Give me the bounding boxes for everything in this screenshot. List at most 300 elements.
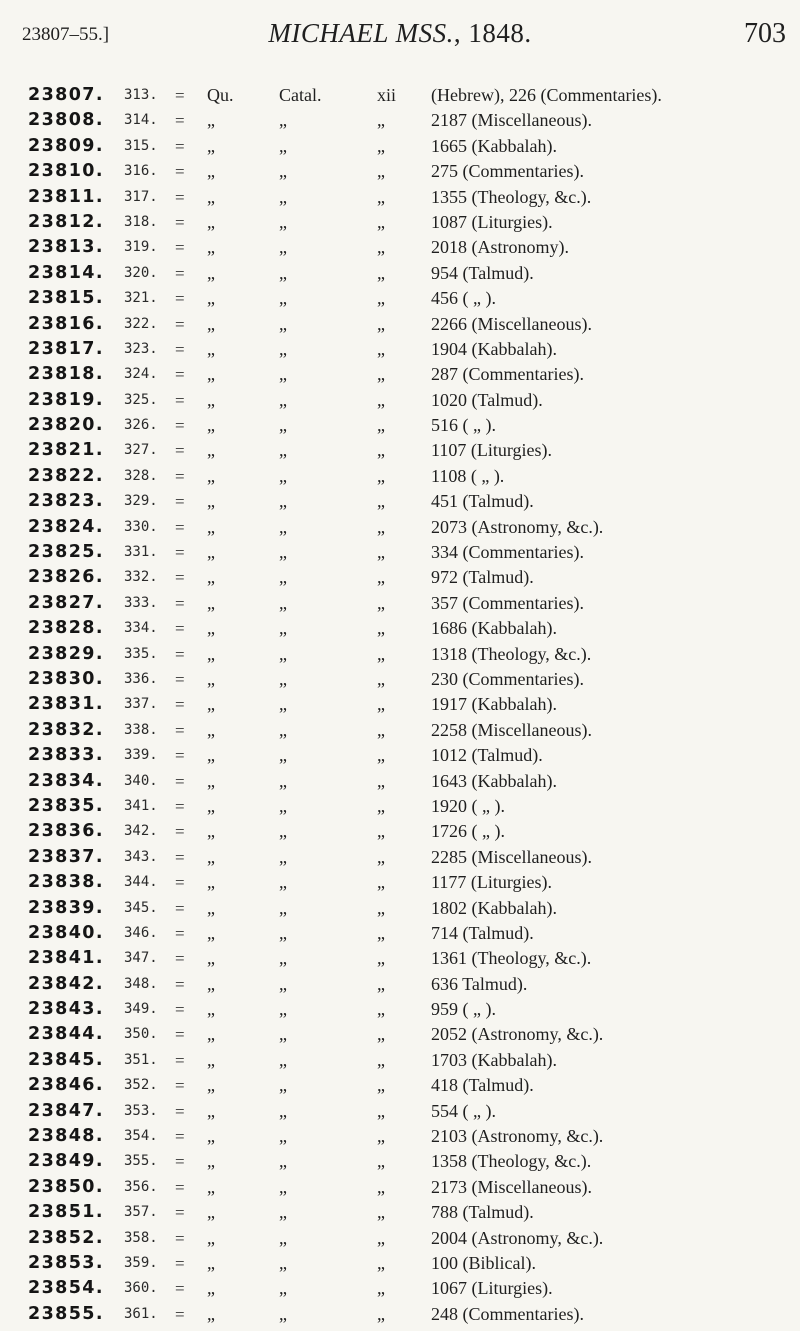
equals-sign: = (175, 365, 185, 385)
entry-description: 1067 (Liturgies). (431, 1278, 553, 1299)
entry-catalogue: „ (279, 922, 287, 943)
equals-sign: = (175, 136, 185, 156)
entry-catalogue: „ (279, 770, 287, 791)
entry-number: 23838. (28, 872, 104, 893)
entry-number: 23823. (28, 491, 104, 512)
entry-description: 2187 (Miscellaneous). (431, 110, 592, 131)
entry-row (0, 718, 800, 743)
entry-row (0, 464, 800, 489)
entry-row (0, 134, 800, 159)
entry-description: 2173 (Miscellaneous). (431, 1176, 592, 1197)
entry-number: 23809. (28, 135, 104, 156)
entry-catalogue: „ (279, 1151, 287, 1172)
entry-format: „ (207, 1100, 215, 1121)
entry-volume: „ (377, 897, 385, 918)
entry-number: 23834. (28, 770, 104, 791)
entry-sub-number: 331. (124, 544, 158, 561)
entry-volume: „ (377, 1278, 385, 1299)
entry-row (0, 413, 800, 438)
entry-description: 418 (Talmud). (431, 1075, 534, 1096)
entry-format: „ (207, 415, 215, 436)
entry-sub-number: 329. (124, 493, 158, 510)
collection-title: MICHAEL MSS. (268, 18, 454, 48)
entry-sub-number: 314. (124, 112, 158, 129)
entry-description: 230 (Commentaries). (431, 668, 584, 689)
entry-sub-number: 342. (124, 823, 158, 840)
entry-sub-number: 318. (124, 213, 158, 230)
entry-row (0, 794, 800, 819)
entry-description: 1802 (Kabbalah). (431, 897, 557, 918)
entry-format: „ (207, 542, 215, 563)
equals-sign: = (175, 974, 185, 994)
entry-volume: „ (377, 465, 385, 486)
entry-catalogue: „ (279, 262, 287, 283)
entry-number: 23813. (28, 237, 104, 258)
entry-sub-number: 341. (124, 797, 158, 814)
entry-catalogue: „ (279, 618, 287, 639)
entry-volume: „ (377, 770, 385, 791)
entry-format: „ (207, 821, 215, 842)
entry-format: „ (207, 1303, 215, 1324)
entry-row (0, 235, 800, 260)
entry-format: „ (207, 1126, 215, 1147)
entry-format: „ (207, 770, 215, 791)
entry-format: „ (207, 694, 215, 715)
entry-number: 23826. (28, 567, 104, 588)
entry-catalogue: „ (279, 872, 287, 893)
entry-format: „ (207, 1252, 215, 1273)
equals-sign: = (175, 543, 185, 563)
entry-catalogue: „ (279, 542, 287, 563)
entry-format: „ (207, 1202, 215, 1223)
equals-sign: = (175, 644, 185, 664)
entry-volume: „ (377, 694, 385, 715)
entry-sub-number: 345. (124, 899, 158, 916)
entry-number: 23831. (28, 694, 104, 715)
entry-number: 23829. (28, 643, 104, 664)
entry-catalogue: „ (279, 567, 287, 588)
entry-catalogue: „ (279, 668, 287, 689)
entry-sub-number: 313. (124, 87, 158, 103)
entry-description: 1703 (Kabbalah). (431, 1049, 557, 1070)
entry-number: 23821. (28, 440, 104, 461)
entry-row (0, 1022, 800, 1047)
entry-catalogue: „ (279, 211, 287, 232)
entry-description: 2052 (Astronomy, &c.). (431, 1024, 604, 1045)
entry-description: 959 ( „ ). (431, 999, 496, 1020)
equals-sign: = (175, 1101, 185, 1121)
entry-row (0, 616, 800, 641)
entry-description: 1917 (Kabbalah). (431, 694, 557, 715)
entry-catalogue: „ (279, 313, 287, 334)
entry-number: 23851. (28, 1202, 104, 1223)
entry-format: „ (207, 897, 215, 918)
entry-volume: „ (377, 719, 385, 740)
entry-sub-number: 348. (124, 975, 158, 992)
entry-number: 23839. (28, 897, 104, 918)
entry-row (0, 819, 800, 844)
equals-sign: = (175, 1152, 185, 1172)
equals-sign: = (175, 289, 185, 309)
entry-volume: „ (377, 846, 385, 867)
entry-catalogue: „ (279, 948, 287, 969)
entry-catalogue: „ (279, 1176, 287, 1197)
entry-description: 714 (Talmud). (431, 922, 534, 943)
entry-volume: „ (377, 745, 385, 766)
entry-row (0, 946, 800, 971)
entry-format: „ (207, 719, 215, 740)
page-number: 703 (744, 18, 786, 49)
entry-sub-number: 326. (124, 417, 158, 434)
entry-volume: „ (377, 542, 385, 563)
entry-sub-number: 327. (124, 442, 158, 459)
entry-sub-number: 315. (124, 137, 158, 154)
entry-volume: „ (377, 516, 385, 537)
entry-catalogue: „ (279, 516, 287, 537)
entry-volume: „ (377, 618, 385, 639)
equals-sign: = (175, 162, 185, 182)
entry-format: „ (207, 465, 215, 486)
entry-description: 1643 (Kabbalah). (431, 770, 557, 791)
equals-sign: = (175, 339, 185, 359)
entry-number: 23833. (28, 745, 104, 766)
entry-row (0, 667, 800, 692)
entry-number: 23832. (28, 719, 104, 740)
entry-volume: „ (377, 1303, 385, 1324)
entry-catalogue: „ (279, 1278, 287, 1299)
entry-volume: „ (377, 1100, 385, 1121)
entry-catalogue: „ (279, 1100, 287, 1121)
entry-sub-number: 357. (124, 1204, 158, 1221)
entry-format: „ (207, 1024, 215, 1045)
entry-number: 23815. (28, 288, 104, 309)
entry-volume: „ (377, 922, 385, 943)
entry-format: „ (207, 211, 215, 232)
entry-format: „ (207, 668, 215, 689)
equals-sign: = (175, 593, 185, 613)
equals-sign: = (175, 669, 185, 689)
entry-row (0, 515, 800, 540)
entry-description: (Hebrew), 226 (Commentaries). (431, 85, 662, 105)
entry-volume: „ (377, 643, 385, 664)
entry-volume: „ (377, 1252, 385, 1273)
entry-number: 23830. (28, 668, 104, 689)
entry-row (0, 1073, 800, 1098)
entry-format: „ (207, 161, 215, 182)
entry-format: „ (207, 491, 215, 512)
entry-row (0, 159, 800, 184)
equals-sign: = (175, 238, 185, 258)
entry-row (0, 1276, 800, 1301)
entry-sub-number: 347. (124, 950, 158, 967)
equals-sign: = (175, 1076, 185, 1096)
entry-row (0, 743, 800, 768)
entry-catalogue: „ (279, 491, 287, 512)
entry-description: 1361 (Theology, &c.). (431, 948, 592, 969)
entry-catalogue: „ (279, 1202, 287, 1223)
entry-sub-number: 354. (124, 1128, 158, 1145)
entry-sub-number: 334. (124, 620, 158, 637)
entry-format: „ (207, 643, 215, 664)
entry-format: „ (207, 1049, 215, 1070)
entry-sub-number: 320. (124, 264, 158, 281)
entry-catalogue: „ (279, 643, 287, 664)
entry-number: 23844. (28, 1024, 104, 1045)
equals-sign: = (175, 314, 185, 334)
entry-volume: „ (377, 1126, 385, 1147)
entry-sub-number: 325. (124, 391, 158, 408)
running-title (0, 18, 800, 49)
equals-sign: = (175, 1228, 185, 1248)
entry-number: 23837. (28, 846, 104, 867)
equals-sign: = (175, 898, 185, 918)
entry-description: 2103 (Astronomy, &c.). (431, 1126, 604, 1147)
entry-volume: „ (377, 135, 385, 156)
entry-description: 287 (Commentaries). (431, 364, 584, 385)
entry-format: „ (207, 288, 215, 309)
entry-volume: „ (377, 999, 385, 1020)
entry-sub-number: 337. (124, 696, 158, 713)
entry-description: 1665 (Kabbalah). (431, 135, 557, 156)
entry-sub-number: 351. (124, 1051, 158, 1068)
entry-description: 1726 ( „ ). (431, 821, 505, 842)
equals-sign: = (175, 111, 185, 131)
entry-row (0, 83, 800, 108)
entry-number: 23816. (28, 313, 104, 334)
entry-sub-number: 323. (124, 340, 158, 357)
equals-sign: = (175, 1177, 185, 1197)
entry-format: „ (207, 338, 215, 359)
entry-sub-number: 361. (124, 1305, 158, 1322)
equals-sign: = (175, 619, 185, 639)
entry-catalogue: „ (279, 186, 287, 207)
entry-number: 23852. (28, 1227, 104, 1248)
entry-format: „ (207, 186, 215, 207)
equals-sign: = (175, 212, 185, 232)
entry-number: 23819. (28, 389, 104, 410)
entry-catalogue: „ (279, 1075, 287, 1096)
entry-description: 1355 (Theology, &c.). (431, 186, 592, 207)
entry-description: 554 ( „ ). (431, 1100, 496, 1121)
entry-sub-number: 350. (124, 1026, 158, 1043)
entry-catalogue: „ (279, 415, 287, 436)
entry-sub-number: 343. (124, 848, 158, 865)
entry-volume: „ (377, 973, 385, 994)
entry-volume: „ (377, 364, 385, 385)
entry-description: 1087 (Liturgies). (431, 211, 553, 232)
entry-description: 2266 (Miscellaneous). (431, 313, 592, 334)
entry-row (0, 565, 800, 590)
entry-catalogue: „ (279, 465, 287, 486)
equals-sign: = (175, 1050, 185, 1070)
entry-description: 1904 (Kabbalah). (431, 338, 557, 359)
entry-sub-number: 355. (124, 1153, 158, 1170)
entry-row (0, 1175, 800, 1200)
entry-row (0, 286, 800, 311)
entry-number: 23825. (28, 542, 104, 563)
entry-description: 2258 (Miscellaneous). (431, 719, 592, 740)
entry-volume: „ (377, 338, 385, 359)
entry-description: 516 ( „ ). (431, 415, 496, 436)
entry-format: „ (207, 262, 215, 283)
entry-row (0, 1149, 800, 1174)
entry-volume: „ (377, 1202, 385, 1223)
equals-sign: = (175, 720, 185, 740)
entry-number: 23846. (28, 1075, 104, 1096)
entry-description: 1686 (Kabbalah). (431, 618, 557, 639)
entry-volume: „ (377, 110, 385, 131)
entry-row (0, 1226, 800, 1251)
entry-number: 23845. (28, 1049, 104, 1070)
entry-row (0, 388, 800, 413)
entry-volume: „ (377, 186, 385, 207)
entry-format: „ (207, 516, 215, 537)
entry-volume: xii (377, 85, 397, 105)
entry-row (0, 1200, 800, 1225)
entry-format: „ (207, 922, 215, 943)
equals-sign: = (175, 86, 185, 105)
entry-catalogue: „ (279, 1049, 287, 1070)
entry-format: „ (207, 313, 215, 334)
entry-catalogue: „ (279, 237, 287, 258)
entry-catalogue: „ (279, 821, 287, 842)
entry-description: 2073 (Astronomy, &c.). (431, 516, 604, 537)
equals-sign: = (175, 568, 185, 588)
entry-number: 23820. (28, 415, 104, 436)
entry-row (0, 692, 800, 717)
entry-catalogue: „ (279, 135, 287, 156)
entry-catalogue: „ (279, 389, 287, 410)
entry-format: „ (207, 745, 215, 766)
entry-number: 23841. (28, 948, 104, 969)
entry-description: 2018 (Astronomy). (431, 237, 569, 258)
entry-sub-number: 333. (124, 594, 158, 611)
entry-row (0, 896, 800, 921)
entry-sub-number: 358. (124, 1229, 158, 1246)
entry-row (0, 921, 800, 946)
entry-number: 23810. (28, 161, 104, 182)
entry-sub-number: 316. (124, 163, 158, 180)
entry-sub-number: 321. (124, 290, 158, 307)
entry-number: 23822. (28, 465, 104, 486)
entry-catalogue: „ (279, 1303, 287, 1324)
equals-sign: = (175, 847, 185, 867)
entry-volume: „ (377, 313, 385, 334)
entry-number: 23847. (28, 1100, 104, 1121)
entry-format: „ (207, 1176, 215, 1197)
entry-number: 23812. (28, 211, 104, 232)
entry-sub-number: 330. (124, 518, 158, 535)
entry-format: „ (207, 237, 215, 258)
entry-catalogue: „ (279, 973, 287, 994)
entry-row (0, 337, 800, 362)
entry-row (0, 769, 800, 794)
equals-sign: = (175, 1025, 185, 1045)
entry-number: 23848. (28, 1126, 104, 1147)
entry-row (0, 1099, 800, 1124)
entry-description: 1108 ( „ ). (431, 465, 505, 486)
entry-volume: „ (377, 491, 385, 512)
entry-volume: „ (377, 1176, 385, 1197)
equals-sign: = (175, 873, 185, 893)
entry-catalogue: „ (279, 1252, 287, 1273)
equals-sign: = (175, 796, 185, 816)
entry-volume: „ (377, 440, 385, 461)
entry-number: 23807. (28, 85, 104, 105)
entry-number: 23855. (28, 1303, 104, 1324)
entry-number: 23836. (28, 821, 104, 842)
entry-format: „ (207, 948, 215, 969)
entry-catalogue: „ (279, 999, 287, 1020)
entry-volume: „ (377, 1049, 385, 1070)
entry-sub-number: 322. (124, 315, 158, 332)
entry-sub-number: 319. (124, 239, 158, 256)
equals-sign: = (175, 390, 185, 410)
equals-sign: = (175, 1279, 185, 1299)
equals-sign: = (175, 923, 185, 943)
entry-sub-number: 356. (124, 1178, 158, 1195)
equals-sign: = (175, 822, 185, 842)
entry-format: „ (207, 795, 215, 816)
entry-catalogue: „ (279, 592, 287, 613)
entry-description: 972 (Talmud). (431, 567, 534, 588)
entry-sub-number: 338. (124, 721, 158, 738)
entry-description: 275 (Commentaries). (431, 161, 584, 182)
entry-catalogue: Catal. (279, 85, 322, 105)
entry-number: 23842. (28, 973, 104, 994)
entry-format: „ (207, 135, 215, 156)
entry-number: 23814. (28, 262, 104, 283)
entry-volume: „ (377, 288, 385, 309)
entry-volume: „ (377, 1024, 385, 1045)
entry-volume: „ (377, 1075, 385, 1096)
equals-sign: = (175, 1203, 185, 1223)
entry-catalogue: „ (279, 1024, 287, 1045)
equals-sign: = (175, 517, 185, 537)
entry-number: 23824. (28, 516, 104, 537)
entry-description: 248 (Commentaries). (431, 1303, 584, 1324)
entry-description: 2285 (Miscellaneous). (431, 846, 592, 867)
equals-sign: = (175, 187, 185, 207)
entry-catalogue: „ (279, 1227, 287, 1248)
entry-volume: „ (377, 415, 385, 436)
entry-number: 23850. (28, 1176, 104, 1197)
entry-catalogue: „ (279, 694, 287, 715)
entry-volume: „ (377, 1151, 385, 1172)
entry-row (0, 997, 800, 1022)
entry-sub-number: 353. (124, 1102, 158, 1119)
header-range: 23807–55.] (22, 24, 110, 45)
equals-sign: = (175, 492, 185, 512)
entry-row (0, 312, 800, 337)
entry-number: 23840. (28, 922, 104, 943)
entry-catalogue: „ (279, 1126, 287, 1147)
entry-description: 2004 (Astronomy, &c.). (431, 1227, 604, 1248)
entry-sub-number: 336. (124, 670, 158, 687)
equals-sign: = (175, 949, 185, 969)
equals-sign: = (175, 466, 185, 486)
entry-sub-number: 360. (124, 1280, 158, 1297)
entry-volume: „ (377, 872, 385, 893)
entry-number: 23818. (28, 364, 104, 385)
entry-sub-number: 339. (124, 747, 158, 764)
entry-description: 451 (Talmud). (431, 491, 534, 512)
entry-row (0, 261, 800, 286)
catalogue-entries (0, 83, 800, 1327)
entry-catalogue: „ (279, 719, 287, 740)
entry-description: 954 (Talmud). (431, 262, 534, 283)
entry-volume: „ (377, 821, 385, 842)
